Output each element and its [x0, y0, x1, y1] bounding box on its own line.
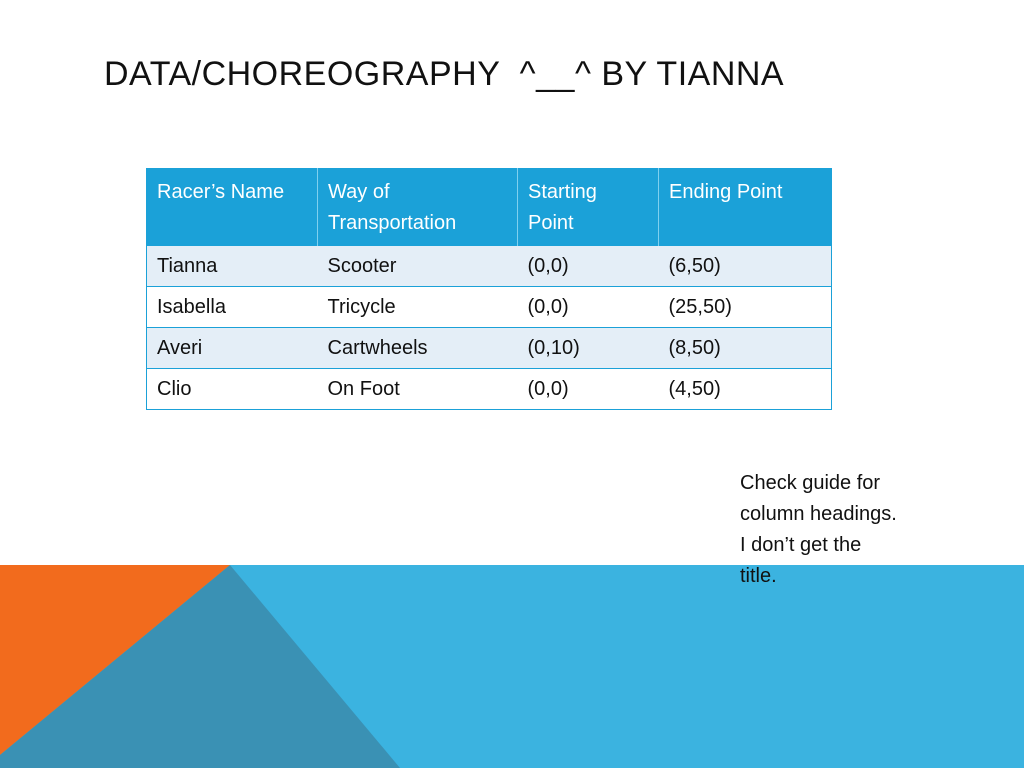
cell-racer-name: Tianna — [147, 246, 318, 287]
cell-racer-name: Averi — [147, 328, 318, 369]
cell-starting-point: (0,0) — [518, 369, 659, 410]
header-way-of-transportation: Way of Transportation — [318, 169, 518, 246]
header-starting-point: Starting Point — [518, 169, 659, 246]
cell-starting-point: (0,0) — [518, 246, 659, 287]
cell-transportation: Cartwheels — [318, 328, 518, 369]
cell-ending-point: (6,50) — [659, 246, 832, 287]
header-racers-name: Racer’s Name — [147, 169, 318, 246]
cell-ending-point: (4,50) — [659, 369, 832, 410]
comment-note: Check guide for column headings. I don’t get the title. — [740, 472, 897, 587]
cell-transportation: Scooter — [318, 246, 518, 287]
cell-ending-point: (25,50) — [659, 287, 832, 328]
cell-ending-point: (8,50) — [659, 328, 832, 369]
slide-title: DATA/CHOREOGRAPHY ^__^ BY TIANNA — [104, 55, 785, 93]
cell-transportation: Tricycle — [318, 287, 518, 328]
cell-racer-name: Isabella — [147, 287, 318, 328]
cell-starting-point: (0,10) — [518, 328, 659, 369]
header-ending-point: Ending Point — [659, 169, 832, 246]
cell-starting-point: (0,0) — [518, 287, 659, 328]
cell-racer-name: Clio — [147, 369, 318, 410]
cell-transportation: On Foot — [318, 369, 518, 410]
